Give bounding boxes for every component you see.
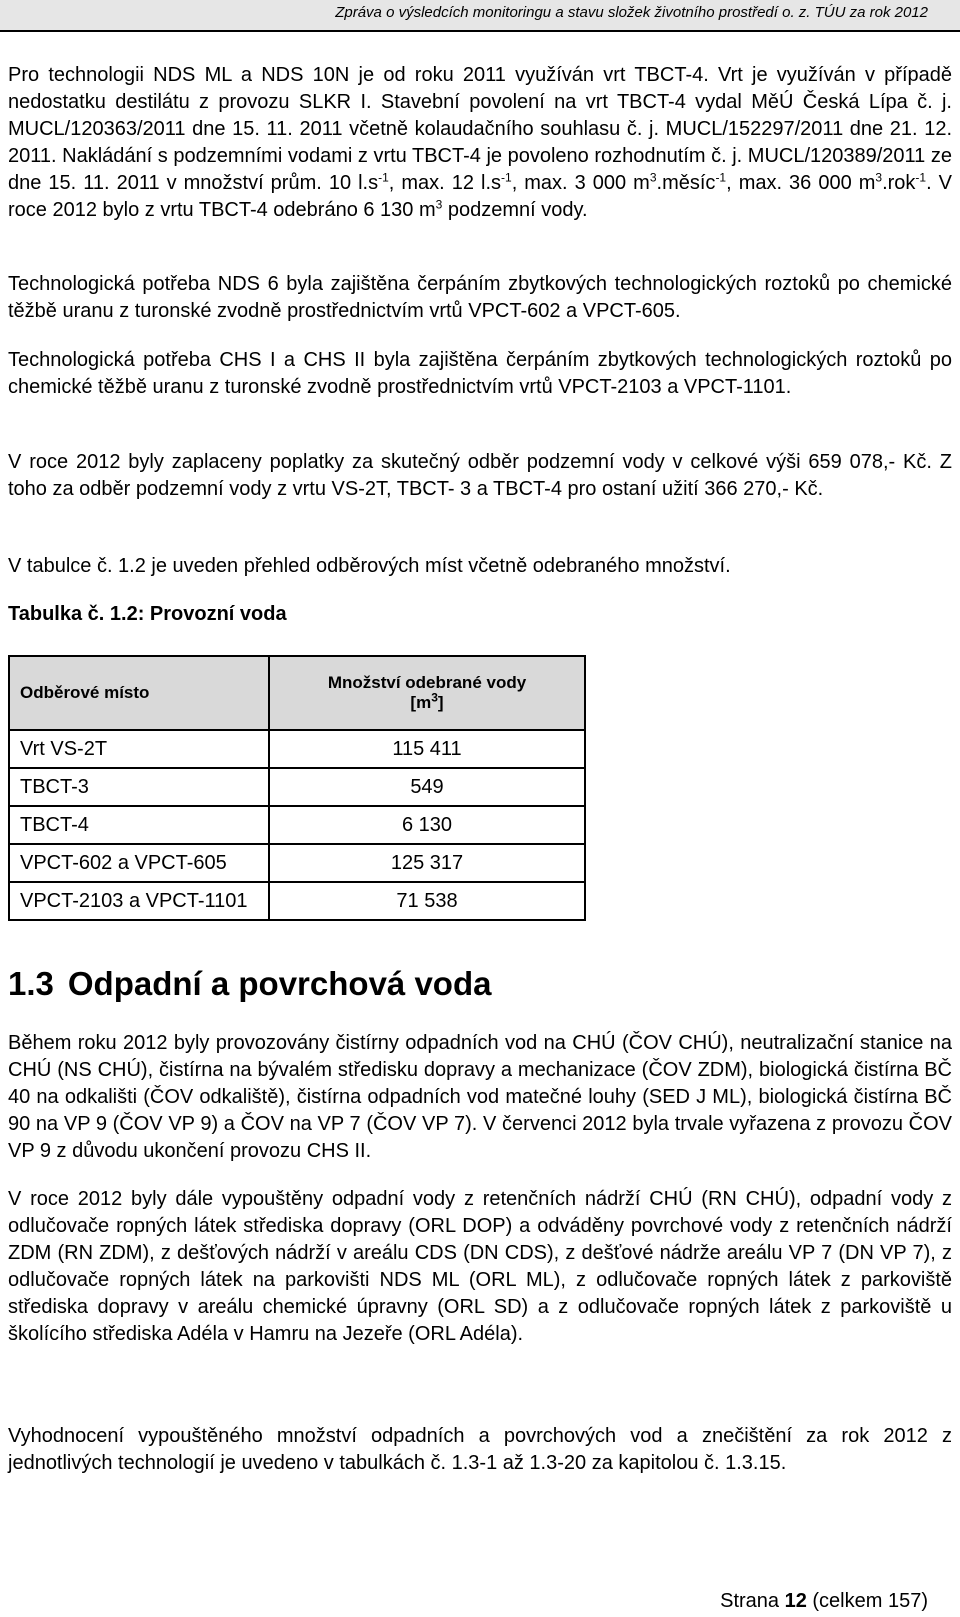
cell-amount: 549 [269,768,585,806]
paragraph-chs: Technologická potřeba CHS I a CHS II byla zajištěna čerpáním zbytkových technologických roztoků po chemické těžbě uranu z turonské zvodně prostřednictvím vrtů VPCT-2103 a VPCT-1101. [8,349,952,398]
p1-text-g: . V roce 2012 bylo z vrtu TBCT-4 odebráno 6 130 m [8,172,953,221]
paragraph-table-intro: V tabulce č. 1.2 je uveden přehled odběrových míst včetně odebraného množství. [8,555,731,577]
table-header-row [9,656,585,730]
p1-sup5: 3 [875,170,883,185]
table-row [9,730,585,768]
header-title: Zpráva o výsledcích monitoringu a stavu složek životního prostředí o. z. TÚU za rok 2012 [335,4,928,21]
footer-prefix: Strana [720,1590,785,1612]
cell-amount: 71 538 [269,882,585,920]
p1-sup1: -1 [378,170,389,185]
table-row [9,844,585,882]
cell-amount: 115 411 [269,730,585,768]
footer-suffix: (celkem 157) [806,1590,928,1612]
p1-sup6: -1 [915,170,927,185]
cell-place: VPCT-2103 a VPCT-1101 [9,882,269,920]
p1-sup2: -1 [501,170,512,185]
page-footer [720,1590,928,1613]
paragraph-vyhodnoceni: Vyhodnocení vypouštěného množství odpadních a povrchových vod a znečištění za rok 2012 z jednotlivých technologií je uvedeno v tabulkách č. 1.3-1 až 1.3-20 za kapitolou č. 1.3.15. [8,1425,952,1474]
table-row [9,806,585,844]
table-row [9,768,585,806]
p1-text-a: Pro technologii NDS ML a NDS 10N je od roku 2011 využíván vrt TBCT-4. Vrt je využíván v případě nedostatku destilátu z provozu SLKR I. Stavební povolení na vrt TBCT-4 vydal MěÚ Česká Lípa č. j. MUCL/120363/2011 dne 15. 11. 2011 včetně kolaudačního souhlasu č. j. MUCL/152297/2011 dne 21. 12. 2011. Nakládání s podzemními vodami z vrtu TBCT-4 je povoleno rozhodnutím č. j. MUCL/120389/2011 ze dne 15. 11. 2011 v množství prům. 10 l.s [8,64,952,194]
p1-text-h: podzemní vody. [442,199,588,221]
header-mnozstvi-label: Množství odebrané vody [327,673,527,692]
table-caption: Tabulka č. 1.2: Provozní voda [8,603,287,625]
cell-place: TBCT-4 [9,806,269,844]
header-odberove-misto: Odběrové místo [9,656,269,730]
cell-place: VPCT-602 a VPCT-605 [9,844,269,882]
p1-text-e: , max. 36 000 m [726,172,876,194]
page-header [0,0,960,32]
cell-place: TBCT-3 [9,768,269,806]
p1-sup7: 3 [435,197,443,212]
paragraph-vrt-tbct4 [8,62,952,224]
p1-sup3: 3 [649,170,657,185]
p1-text-f: .rok [882,172,916,194]
p1-sup4: -1 [715,170,727,185]
p1-text-d: .měsíc [656,172,716,194]
cell-amount: 125 317 [269,844,585,882]
section-heading [8,965,491,1003]
table-row [9,882,585,920]
header-mnozstvi [269,656,585,730]
provozni-voda-table [8,655,586,921]
header-unit-a: [m [410,693,432,712]
cell-place: Vrt VS-2T [9,730,269,768]
footer-page-number: 12 [784,1590,807,1612]
section-title: Odpadní a povrchová voda [67,965,492,1002]
header-unit-c: ] [437,693,444,712]
paragraph-nds6: Technologická potřeba NDS 6 byla zajištěna čerpáním zbytkových technologických roztoků po chemické těžbě uranu z turonské zvodně prostřednictvím vrtů VPCT-602 a VPCT-605. [8,273,952,322]
p1-text-c: , max. 3 000 m [511,172,650,194]
paragraph-cov: Během roku 2012 byly provozovány čistírny odpadních vod na CHÚ (ČOV CHÚ), neutralizační stanice na CHÚ (NS CHÚ), čistírna na bývalém středisku dopravy a mechanizace (ČOV ZDM), biologická čistírna BČ 40 na odkališti (ČOV odkaliště), čistírna odpadních vod matečné louhy (SED J ML), biologická čistírna BČ 90 na VP 9 (ČOV VP 9) a ČOV na VP 7 (ČOV VP 7). V červenci 2012 byla trvale vyřazena z provozu ČOV VP 9 z důvodu ukončení provozu CHS II. [8,1032,952,1162]
section-number: 1.3 [8,965,54,1002]
cell-amount: 6 130 [269,806,585,844]
paragraph-vypousteni: V roce 2012 byly dále vypouštěny odpadní vody z retenčních nádrží CHÚ (RN CHÚ), odpadní vody z odlučovače ropných látek střediska dopravy (ORL DOP) a odváděny povrchové vody z retenčních nádrží ZDM (RN ZDM), z dešťových nádrží v areálu CDS (DN CDS), z dešťové nádrže areálu VP 7 (DN VP 7), z odlučovače ropných látek na parkovišti NDS ML (ORL ML), z odlučovače ropných látek z parkoviště střediska dopravy v areálu chemické úpravny (ORL SD) a z odlučovače ropných látek z parkoviště u školícího střediska Adéla v Hamru na Jezeře (ORL Adéla). [8,1188,952,1345]
paragraph-fees: V roce 2012 byly zaplaceny poplatky za skutečný odběr podzemní vody v celkové výši 659 078,- Kč. Z toho za odběr podzemní vody z vrtu VS-2T, TBCT- 3 a TBCT-4 pro ostaní užití 366 270,- Kč. [8,451,952,500]
p1-text-b: , max. 12 l.s [388,172,502,194]
header-unit-sup: 3 [431,690,438,705]
